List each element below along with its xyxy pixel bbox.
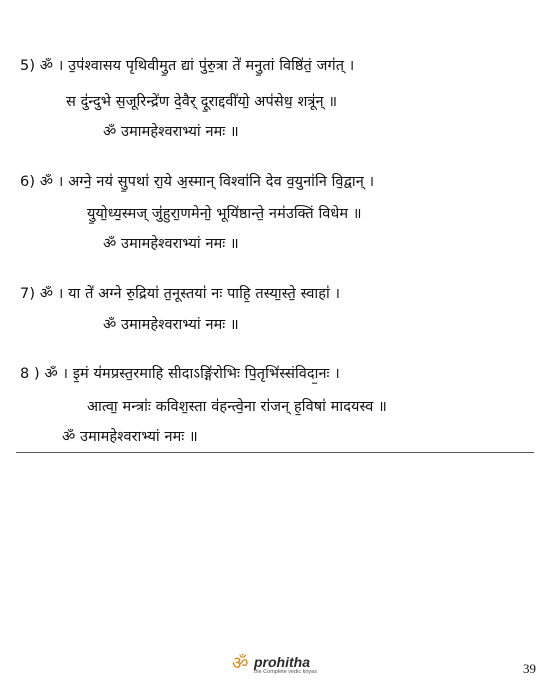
verse-8-line-2: आत्वा॒ मन्त्राः॑ कविश॒स्ता व॑हन्त्वे॒ना रा॑जन् ह॒विषा॑ मादयस्व ॥ bbox=[87, 399, 387, 415]
om-icon: ॐ bbox=[232, 653, 249, 674]
verse-7-line-1: 7) ॐ । या ते॑ अग्ने रु॒द्रिया॑ त॒नूस्तया॑ नः पाहि॒ तस्या॒स्ते॒ स्वाहा॑ । bbox=[20, 286, 341, 302]
verse-7-invocation: ॐ उमामहेश्वराभ्यां नमः ॥ bbox=[103, 317, 239, 333]
verse-5-invocation: ॐ उमामहेश्वराभ्यां नमः ॥ bbox=[103, 124, 239, 140]
verse-6-invocation: ॐ उमामहेश्वराभ्यां नमः ॥ bbox=[103, 236, 239, 252]
verse-8-invocation: ॐ उमामहेश्वराभ्यां नमः ॥ bbox=[62, 429, 198, 445]
section-divider bbox=[16, 452, 534, 453]
verse-5-line-2: स दु॑न्दुभे स॒जूरिन्द्रे॑ण दे॒वैर् दू॒राद्दवी॑यो॒ अप॑सेध॒ शत्रू॑न् ॥ bbox=[66, 94, 338, 110]
verse-5-line-1: 5) ॐ । उ॒प॑श्वासय पृथिवीमु॒त द्यां पु॑रु॒त्रा ते॑ मनु॒तां विष्ठि॑तं॒ जग॑त् । bbox=[20, 58, 355, 74]
verse-8-line-1: 8 ) ॐ । इ॒मं य॑मप्रस्त॒रमाहि सीदाऽङ्गि॑रोभिः पि॒तृभि॑स्संविदा॒नः । bbox=[20, 366, 340, 382]
verse-6-line-2: यु॒यो॒ध्य॒स्मज् जु॑हुरा॒णमेनो॒ भूयि॑ष्ठान्ते॒ नम॑उक्तिं विधेम ॥ bbox=[87, 206, 362, 222]
logo-tagline: the Complete vedic kriyas bbox=[254, 669, 317, 675]
prohitha-logo bbox=[232, 653, 317, 680]
logo-name: prohitha bbox=[254, 654, 310, 670]
verse-6-line-1: 6) ॐ । अग्ने॒ नय॑ सु॒पथा॑ रा॒ये अ॒स्मान् विश्वा॑नि देव व॒युना॑नि वि॒द्वान् । bbox=[20, 174, 375, 190]
page-number: 39 bbox=[523, 661, 536, 676]
